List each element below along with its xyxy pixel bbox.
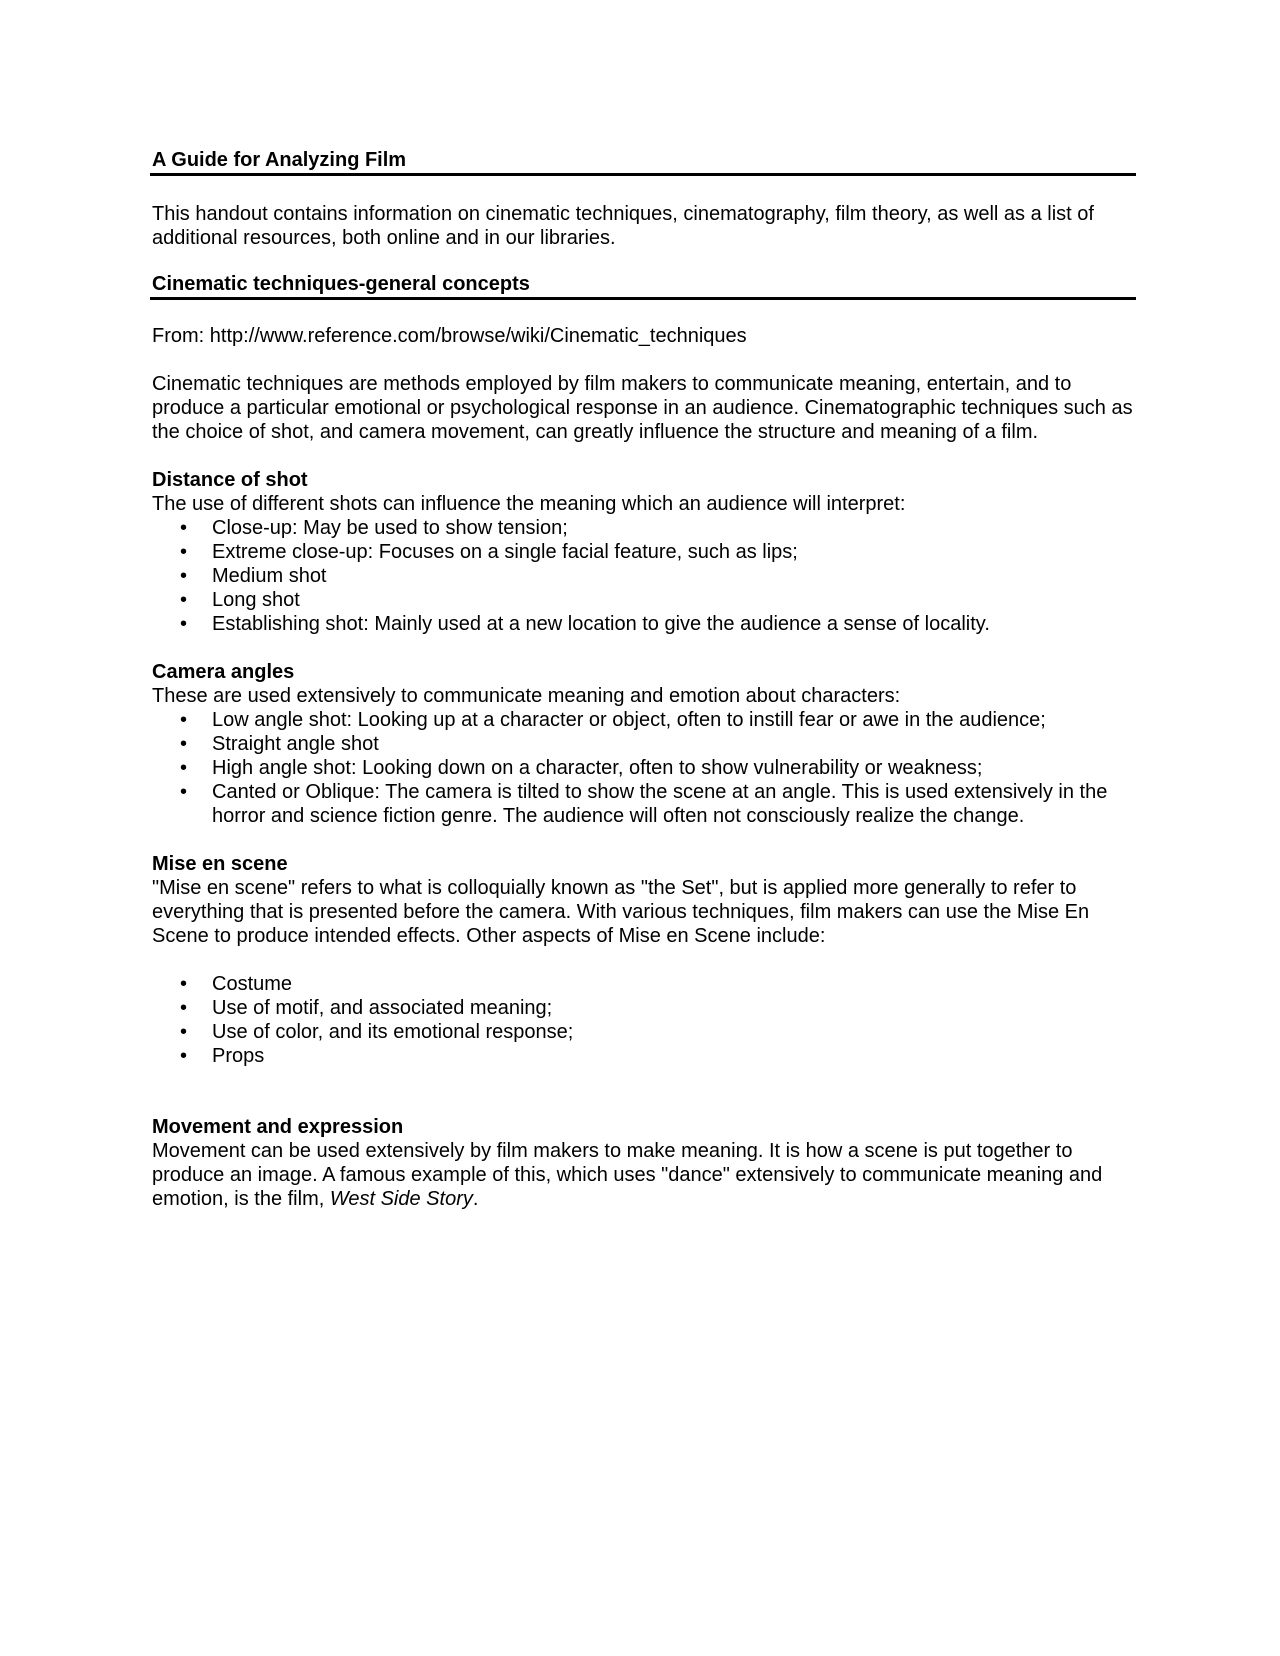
list-item: • Props <box>212 1044 1136 1068</box>
list-item: • Straight angle shot <box>212 732 1136 756</box>
intro-paragraph: This handout contains information on cinematic techniques, cinematography, film theory, as well as a list of additional resources, both online and in our libraries. <box>152 203 1094 249</box>
mise-intro: "Mise en scene" refers to what is colloquially known as "the Set", but is applied more generally to refer to everything that is presented before the camera. With various techniques, film makers can use the Mise En Scene to produce intended effects. Other aspects of Mise en Scene include: <box>152 877 1090 947</box>
angles-intro: These are used extensively to communicate meaning and emotion about characters: <box>152 685 901 707</box>
document-page <box>150 148 1136 1211</box>
list-item: • Use of color, and its emotional response; <box>212 1020 1136 1044</box>
distance-intro: The use of different shots can influence the meaning which an audience will interpret: <box>152 493 906 515</box>
film-title: West Side Story <box>329 1188 473 1210</box>
list-item: • Medium shot <box>212 564 1136 588</box>
list-item: • Close-up: May be used to show tension; <box>212 516 1136 540</box>
list-item: • Use of motif, and associated meaning; <box>212 996 1136 1020</box>
document-title: A Guide for Analyzing Film <box>150 148 1136 176</box>
source-line: From: http://www.reference.com/browse/wiki/Cinematic_techniques <box>152 325 747 347</box>
mise-heading: Mise en scene <box>152 853 288 875</box>
section-heading: Cinematic techniques-general concepts <box>150 272 1136 300</box>
distance-list <box>150 516 1136 636</box>
angles-list <box>150 708 1136 828</box>
list-item: • High angle shot: Looking down on a character, often to show vulnerability or weakness; <box>212 756 1136 780</box>
movement-paragraph <box>150 1139 1136 1211</box>
mise-list <box>150 972 1136 1068</box>
overview-paragraph: Cinematic techniques are methods employed by film makers to communicate meaning, entertain, and to produce a particular emotional or psychological response in an audience. Cinematographic techniques such as the choice of shot, and camera movement, can greatly influence the structure and meaning of a film. <box>152 373 1133 443</box>
list-item: • Long shot <box>212 588 1136 612</box>
angles-heading: Camera angles <box>152 661 295 683</box>
list-item: • Low angle shot: Looking up at a character or object, often to instill fear or awe in the audience; <box>212 708 1136 732</box>
distance-heading: Distance of shot <box>152 469 308 491</box>
list-item: • Canted or Oblique: The camera is tilted to show the scene at an angle. This is used extensively in the horror and science fiction genre. The audience will often not consciously realize the change. <box>212 780 1136 828</box>
movement-text: Movement can be used extensively by film makers to make meaning. It is how a scene is put together to produce an image. A famous example of this, which uses "dance" extensively to communicate meaning and emotion, is the film, <box>152 1140 1103 1210</box>
list-item: • Extreme close-up: Focuses on a single facial feature, such as lips; <box>212 540 1136 564</box>
list-item: • Costume <box>212 972 1136 996</box>
movement-heading: Movement and expression <box>152 1116 404 1138</box>
list-item: • Establishing shot: Mainly used at a new location to give the audience a sense of locality. <box>212 612 1136 636</box>
movement-end: . <box>472 1188 479 1210</box>
